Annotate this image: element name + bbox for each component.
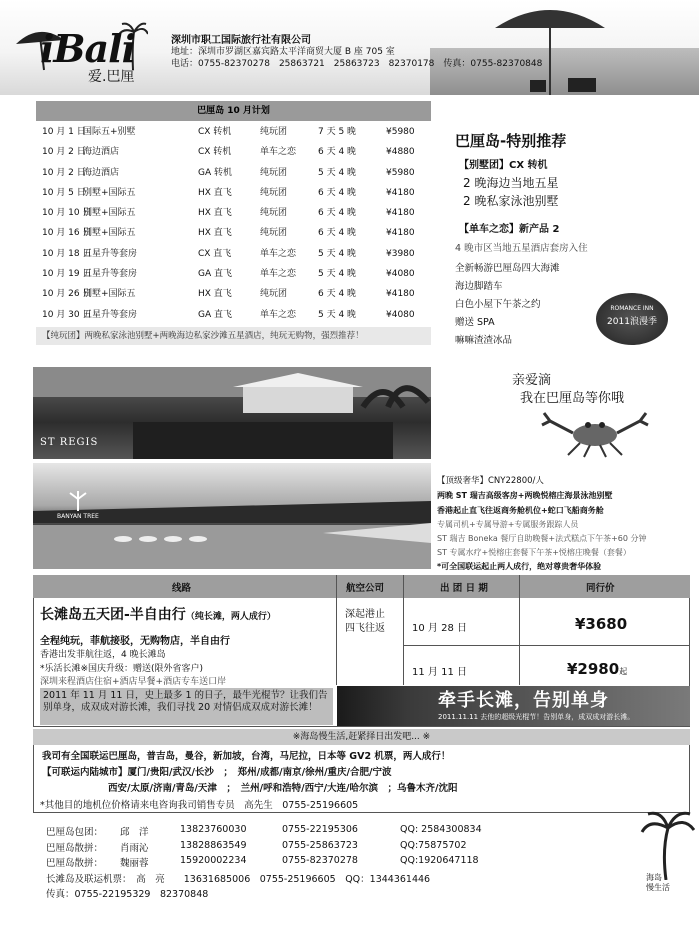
tour-airline: 深起港止 四飞往返: [345, 609, 385, 634]
luxury-line: ST 专属水疗+悦榕庄套餐下午茶+悦榕庄晚餐（套餐）: [437, 548, 631, 557]
row-type: 单车之恋: [260, 147, 297, 158]
contact-phone: 0755-82370278: [282, 855, 358, 867]
tour-price-2-value: ¥2980: [567, 660, 620, 678]
row-date: 10 月 18 日: [42, 248, 92, 259]
promo-bike-line: 海边脚踏车: [455, 281, 503, 292]
fax-line: 传真：0755-22195329 82370848: [46, 889, 209, 900]
row-price: ¥3980: [386, 248, 415, 259]
luxury-line: *可全国联运起止两人成行，绝对尊贵奢华体验: [437, 562, 602, 571]
row-date: 10 月 16 日: [42, 228, 92, 239]
row-flight: HX 直飞: [198, 228, 232, 239]
brand-slogan: 海岛 慢生活: [646, 873, 670, 892]
palm-tree-icon: [640, 810, 695, 880]
table-divider: [519, 575, 520, 685]
row-hotel: 别墅+国际五: [83, 208, 136, 219]
row-days: 6 天 4 晚: [318, 187, 357, 198]
row-hotel: 别墅+国际五: [83, 228, 136, 239]
luxury-line: 两晚 ST 瑞吉高级客房+两晚悦榕庄海景泳池别墅: [437, 491, 613, 500]
tour-title-text: 长滩岛五天团-半自由行: [40, 607, 186, 623]
plan-title: 巴厘岛 10 月计划: [36, 101, 431, 121]
row-hotel: 别墅+国际五: [83, 289, 136, 300]
row-hotel: 海边酒店: [83, 167, 120, 178]
row-days: 6 天 4 晚: [318, 228, 357, 239]
banner-subtitle: 2011.11.11 去他的超级光棍节！告别单身，成双成对游长滩。: [438, 713, 635, 721]
tour-price-1: ¥3680: [575, 615, 628, 633]
header-date: 出 团 日 期: [440, 583, 488, 594]
row-date: 10 月 19 日: [42, 269, 92, 280]
singles-day-highlight: 2011 年 11 月 11 日，史上最多 1 的日子，最牛光棍节？让我们告别单身，成双成对游长滩，我们寻找 20 对情侣成双成对游长滩！: [40, 688, 333, 725]
row-hotel: 海边酒店: [83, 147, 120, 158]
row-type: 纯玩团: [260, 187, 288, 198]
table-divider: [336, 575, 337, 685]
row-flight: HX 直飞: [198, 187, 232, 198]
row-price: ¥4080: [386, 309, 415, 320]
tour-line: 深圳来程酒店住宿+酒店早餐+酒店专车送口岸: [40, 677, 227, 687]
contact-name: 魏丽蓉: [120, 858, 149, 870]
row-flight: HX 直飞: [198, 208, 232, 219]
plan-row: [36, 223, 431, 243]
row-days: 7 天 5 晚: [318, 127, 357, 137]
greeting-line: 我在巴厘岛等你哦: [520, 391, 625, 406]
contact-phone: 0755-22195306: [282, 824, 358, 835]
company-address: 地址：深圳市罗湖区嘉宾路太平洋商贸大厦 B 座 705 室: [171, 47, 395, 57]
row-hotel: 别墅+国际五: [83, 187, 136, 198]
row-hotel: 五星升等套房: [83, 248, 138, 259]
contact-qq: QQ: 2584300834: [400, 824, 482, 835]
romance-badge-main: 2011浪漫季: [607, 317, 657, 327]
plan-row: [36, 305, 431, 325]
row-hotel: 五星升等套房: [83, 309, 138, 320]
header-price: 同行价: [586, 583, 615, 594]
logo-subtitle: 爱.巴厘: [88, 69, 135, 85]
tour-line: 全程纯玩，菲航接驳，无购物店，半自由行: [40, 636, 230, 647]
plan-table: [36, 122, 431, 325]
row-price: ¥4180: [386, 208, 415, 219]
contact-line: 长滩岛及联运机票： 高 亮 13631685006 0755-25196605 QQ：1344361446: [46, 874, 431, 885]
row-hotel: 国际五+别墅: [83, 127, 136, 137]
plan-row: [36, 122, 431, 142]
plan-note: 【纯玩团】两晚私家泳池别墅+两晚海边私家沙滩五星酒店，纯玩无购物，强烈推荐！: [36, 327, 431, 345]
luxury-line: 专属司机+专属导游+专属服务跟踪人员: [437, 520, 579, 529]
promo-bike-heading: 【单车之恋】新产品 2: [459, 224, 560, 235]
row-date: 10 月 26 日: [42, 289, 92, 300]
row-flight: GA 直飞: [198, 269, 232, 280]
row-flight: HX 直飞: [198, 289, 232, 300]
row-date: 10 月 1 日: [42, 127, 86, 137]
luxury-heading: 【顶级奢华】CNY22800/人: [437, 476, 544, 486]
banyan-tree-icon: [67, 491, 89, 511]
promo-bike-line: 白色小屋下午茶之约: [455, 299, 541, 310]
row-days: 5 天 4 晚: [318, 167, 357, 178]
row-flight: CX 转机: [198, 127, 232, 137]
contact-role: 巴厘岛散拼：: [46, 858, 104, 870]
row-price: ¥5980: [386, 127, 415, 137]
promo-title: 巴厘岛-特别推荐: [455, 132, 567, 150]
tour-date-1: 10 月 28 日: [412, 623, 467, 634]
contact-qq: QQ:1920647118: [400, 855, 479, 867]
banner-title: 牵手长滩，告别单身: [438, 690, 609, 711]
row-days: 5 天 4 晚: [318, 309, 357, 320]
row-price: ¥4880: [386, 147, 415, 158]
promo-villa-line: 2 晚海边当地五星: [463, 176, 559, 190]
row-flight: CX 转机: [198, 147, 232, 158]
contact-mobile: 13823760030: [180, 824, 247, 835]
row-price: ¥4080: [386, 269, 415, 280]
other-destinations: *其他目的地机位价格请来电咨询我司销售专员 高先生 0755-25196605: [40, 800, 359, 811]
row-flight: GA 直飞: [198, 309, 232, 320]
promo-bike-line: 赠送 SPA: [455, 317, 495, 328]
row-price: ¥5980: [386, 167, 415, 178]
row-price: ¥4180: [386, 289, 415, 300]
row-days: 6 天 4 晚: [318, 147, 357, 158]
romance-badge-top: ROMANCE INN: [610, 305, 654, 312]
luxury-line: 香港起止直飞往返商务舱机位+蛇口飞船商务舱: [437, 506, 604, 515]
row-flight: GA 转机: [198, 167, 232, 178]
company-phones: 电话：0755-82370278 25863721 25863723 82370178 传真：0755-82370848: [171, 59, 543, 69]
contact-name: 肖雨沁: [120, 842, 149, 854]
logo: iBali: [40, 26, 136, 71]
row-type: 纯玩团: [260, 167, 288, 178]
tour-price-2-suffix: 起: [619, 667, 628, 676]
connect-cities: 西安/太原/济南/青岛/天津 ； 兰州/呼和浩特/西宁/大连/哈尔滨 ；乌鲁木齐/沈阳: [108, 783, 458, 794]
banyan-tree-logo: [57, 491, 99, 520]
row-days: 5 天 4 晚: [318, 248, 357, 259]
contact-mobile: 13828863549: [180, 839, 247, 851]
promo-bike-line: 全新畅游巴厘岛四大海滩: [455, 263, 560, 274]
row-type: 单车之恋: [260, 309, 297, 320]
row-price: ¥4180: [386, 228, 415, 239]
plan-row: [36, 264, 431, 284]
gv2-tickets: 我司有全国联运巴厘岛，普吉岛，曼谷，新加坡，台湾，马尼拉，日本等 GV2 机票，两人成行！: [42, 751, 451, 762]
row-date: 10 月 5 日: [42, 187, 86, 198]
row-date: 10 月 2 日: [42, 167, 86, 178]
greeting-line: 亲爱滴: [512, 373, 552, 388]
row-type: 纯玩团: [260, 228, 288, 239]
row-type: 纯玩团: [260, 289, 288, 300]
contact-qq: QQ:75875702: [400, 839, 467, 851]
header-airline: 航空公司: [346, 583, 385, 594]
crab-icon: [540, 403, 650, 458]
romance-badge: [596, 293, 668, 345]
contact-phone: 0755-25863723: [282, 839, 358, 851]
company-name: 深圳市职工国际旅行社有限公司: [171, 35, 311, 46]
beach-umbrella-icon: [490, 0, 610, 95]
plan-row: [36, 163, 431, 183]
row-days: 6 天 4 晚: [318, 289, 357, 300]
contact-name: 邱 洋: [120, 827, 149, 838]
contact-mobile: 15920002234: [180, 855, 247, 867]
contact-role: 巴厘岛包团：: [46, 827, 104, 838]
plan-row: [36, 284, 431, 304]
tour-title-note: （纯长滩，两人成行）: [185, 612, 276, 622]
row-type: 纯玩团: [260, 127, 288, 137]
plan-row: [36, 183, 431, 203]
connect-cities: 【可联运内陆城市】厦门/贵阳/武汉/长沙 ； 郑州/成都/南京/徐州/重庆/合肥/宁波: [42, 767, 392, 778]
row-days: 6 天 4 晚: [318, 208, 357, 219]
slogan-bar: ※海岛慢生活,赶紧择日出发吧... ※: [33, 729, 690, 745]
row-price: ¥4180: [386, 187, 415, 198]
tour-line: 香港出发菲航往返，4 晚长滩岛: [40, 650, 166, 660]
row-hotel: 五星升等套房: [83, 269, 138, 280]
tour-price-2: [567, 660, 627, 678]
row-date: 10 月 30 日: [42, 309, 92, 320]
promo-villa-heading: 【别墅团】CX 转机: [459, 160, 548, 171]
row-date: 10 月 10 日: [42, 208, 92, 219]
promo-bike-line: 嘛嘛渣渣冰品: [455, 335, 513, 346]
promo-bike-line: 4 晚市区当地五星酒店套房入住: [455, 243, 588, 254]
table-divider: [403, 575, 404, 685]
plan-row: [36, 142, 431, 162]
row-type: 纯玩团: [260, 208, 288, 219]
st-regis-logo: ST REGIS: [40, 437, 99, 448]
plan-row: [36, 203, 431, 223]
row-flight: CX 直飞: [198, 248, 232, 259]
tour-title: [40, 604, 276, 624]
table-divider: [403, 645, 690, 646]
tour-date-2: 11 月 11 日: [412, 667, 467, 678]
row-days: 5 天 4 晚: [318, 269, 357, 280]
row-date: 10 月 2 日: [42, 147, 86, 158]
row-type: 单车之恋: [260, 248, 297, 259]
promo-villa-line: 2 晚私家泳池别墅: [463, 194, 559, 208]
tour-line: *乐活长滩※国庆升级：赠送(限外省客户): [40, 664, 204, 674]
luxury-line: ST 瑞吉 Boneka 餐厅自助晚餐+法式糕点下午茶+60 分钟: [437, 534, 647, 543]
banyan-tree-label: BANYAN TREE: [57, 513, 99, 520]
contact-role: 巴厘岛散拼：: [46, 842, 104, 854]
row-type: 单车之恋: [260, 269, 297, 280]
header-route: 线路: [172, 583, 192, 594]
plan-row: [36, 244, 431, 264]
